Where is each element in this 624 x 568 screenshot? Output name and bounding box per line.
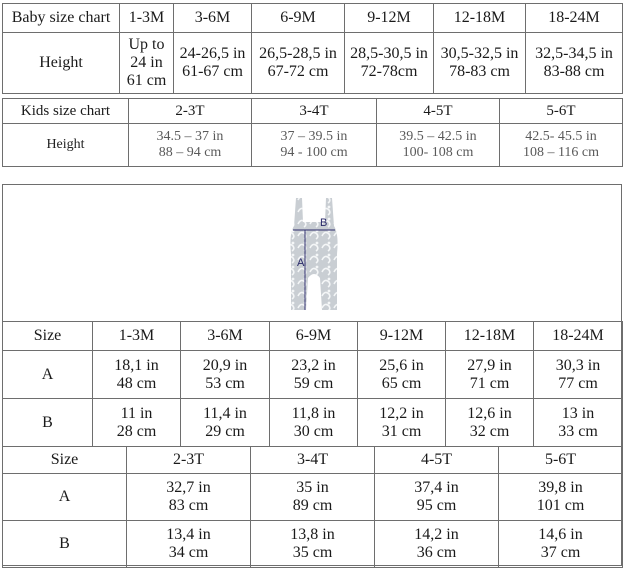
cell-line: 32,5-34,5 in — [535, 45, 613, 63]
header-cell: 12-18M — [434, 4, 526, 33]
cell-line: 11 in — [120, 404, 153, 422]
label-a: A — [297, 257, 305, 269]
cell-line: 18,1 in — [114, 356, 159, 374]
table-cell — [534, 399, 623, 447]
table-cell — [345, 33, 434, 94]
table-cell — [181, 351, 270, 399]
header-cell: 3-6M — [174, 4, 252, 33]
cell-line: 23,2 in — [291, 356, 336, 374]
table-row — [3, 399, 623, 447]
baby-height-table — [2, 3, 623, 94]
cell-line: 32 cm — [469, 422, 510, 440]
header-cell: 12-18M — [446, 322, 534, 351]
table-row — [3, 124, 623, 167]
row-label: A — [3, 474, 127, 521]
header-cell: 18-24M — [526, 4, 623, 33]
table-cell — [377, 124, 500, 167]
cell-line: 39.5 – 42.5 in — [399, 129, 477, 145]
table-row — [3, 33, 623, 94]
cell-line: 101 cm — [536, 497, 585, 514]
header-cell: 3-6M — [181, 322, 270, 351]
cell-line: 61 cm — [126, 71, 167, 89]
header-cell: 9-12M — [358, 322, 446, 351]
table-row — [3, 351, 623, 399]
cell-line: 71 cm — [469, 374, 510, 392]
table-row — [3, 474, 623, 521]
cell-line: 24 in — [130, 54, 163, 72]
table-header-row — [3, 4, 623, 33]
table-cell — [127, 521, 251, 568]
header-cell: 1-3M — [93, 322, 181, 351]
cell-line: 34 cm — [168, 544, 209, 561]
cell-line: 39,8 in — [538, 479, 583, 497]
row-label: Height — [3, 33, 120, 94]
table-cell — [270, 351, 358, 399]
row-label: B — [3, 521, 127, 568]
table-cell — [526, 33, 623, 94]
table-header-row — [3, 322, 623, 351]
header-cell: 1-3M — [120, 4, 174, 33]
table-cell — [129, 124, 252, 167]
header-cell: 4-5T — [375, 447, 499, 474]
header-cell: 2-3T — [129, 99, 252, 124]
cell-line: 12,2 in — [379, 404, 424, 422]
cell-line: 37 – 39.5 in — [280, 129, 348, 145]
cell-line: 13,8 in — [290, 526, 335, 544]
cell-line: 28,5-30,5 in — [350, 45, 428, 63]
table-cell — [499, 474, 623, 521]
cell-line: 25,6 in — [379, 356, 424, 374]
table-cell — [500, 124, 623, 167]
cell-line: 30,3 in — [555, 356, 601, 374]
cell-line: 65 cm — [381, 374, 422, 392]
cell-line: 12,6 in — [467, 404, 512, 422]
cell-line: 88 – 94 cm — [158, 145, 222, 160]
label-b: B — [320, 217, 328, 229]
table-cell — [446, 399, 534, 447]
header-cell: 6-9M — [252, 4, 345, 33]
table-cell — [358, 351, 446, 399]
cell-line: 72-78cm — [360, 63, 418, 80]
row-label: Height — [3, 124, 129, 167]
cell-line: 24-26,5 in — [179, 45, 246, 63]
header-cell: Baby size chart — [3, 4, 120, 33]
cell-line: 11,8 in — [291, 404, 336, 422]
cell-line: 27,9 in — [467, 356, 512, 374]
table-cell — [174, 33, 252, 94]
header-cell: 5-6T — [499, 447, 623, 474]
header-cell: Size — [3, 447, 127, 474]
cell-line: 32,7 in — [166, 479, 211, 497]
cell-line: 37 cm — [540, 544, 581, 561]
header-cell: Size — [3, 322, 93, 351]
header-cell: 6-9M — [270, 322, 358, 351]
cell-line: 14,6 in — [538, 526, 583, 544]
table-header-row — [3, 447, 623, 474]
header-cell: 4-5T — [377, 99, 500, 124]
cell-line: 89 cm — [292, 497, 333, 514]
table-cell — [375, 474, 499, 521]
cell-line: 61-67 cm — [182, 63, 243, 80]
table-cell — [499, 521, 623, 568]
cell-line: 33 cm — [558, 422, 598, 440]
kids-size-table — [2, 446, 623, 568]
cell-line: 67-72 cm — [267, 63, 329, 80]
kids-height-table — [2, 98, 623, 167]
cell-line: 37,4 in — [414, 479, 459, 497]
cell-line: 30 cm — [293, 422, 334, 440]
table-cell — [446, 351, 534, 399]
cell-line: 59 cm — [293, 374, 334, 392]
table-cell — [181, 399, 270, 447]
cell-line: 108 – 116 cm — [522, 145, 600, 160]
header-cell: 18-24M — [534, 322, 623, 351]
cell-line: 20,9 in — [202, 356, 248, 374]
table-cell — [434, 33, 526, 94]
cell-line: 34.5 – 37 in — [156, 129, 224, 145]
cell-line: Up to — [128, 36, 165, 54]
table-cell — [251, 474, 375, 521]
cell-line: 29 cm — [205, 422, 245, 440]
cell-line: 42.5- 45.5 in — [525, 129, 597, 145]
header-cell: 2-3T — [127, 447, 251, 474]
header-cell: 9-12M — [345, 4, 434, 33]
cell-line: 36 cm — [416, 544, 457, 561]
cell-line: 94 - 100 cm — [280, 145, 348, 160]
table-cell — [375, 521, 499, 568]
cell-line: 83 cm — [168, 497, 209, 514]
table-cell — [252, 33, 345, 94]
cell-line: 13 in — [561, 404, 595, 422]
cell-line: 78-83 cm — [449, 63, 510, 80]
table-cell — [358, 399, 446, 447]
cell-line: 100- 108 cm — [402, 145, 474, 160]
cell-line: 35 cm — [292, 544, 333, 561]
cell-line: 77 cm — [558, 374, 598, 392]
header-cell: Kids size chart — [3, 99, 129, 124]
cell-line: 28 cm — [116, 422, 157, 440]
cell-line: 83-88 cm — [543, 63, 605, 80]
romper-pattern — [290, 198, 337, 310]
table-cell — [127, 474, 251, 521]
cell-line: 11,4 in — [203, 404, 247, 422]
header-cell: 3-4T — [251, 447, 375, 474]
row-label: A — [3, 351, 93, 399]
table-cell — [270, 399, 358, 447]
table-cell — [93, 351, 181, 399]
header-cell: 3-4T — [252, 99, 377, 124]
table-cell — [251, 521, 375, 568]
cell-line: 30,5-32,5 in — [440, 45, 519, 63]
cell-line: 26,5-28,5 in — [259, 45, 337, 63]
table-row — [3, 521, 623, 568]
table-cell — [252, 124, 377, 167]
cell-line: 35 in — [296, 479, 329, 497]
table-cell — [120, 33, 174, 94]
cell-line: 14,2 in — [414, 526, 459, 544]
baby-size-table — [2, 321, 623, 447]
cell-line: 53 cm — [205, 374, 245, 392]
table-cell — [93, 399, 181, 447]
romper-figure — [284, 192, 344, 316]
header-cell: 5-6T — [500, 99, 623, 124]
table-header-row — [3, 99, 623, 124]
cell-line: 95 cm — [416, 497, 457, 514]
cell-line: 48 cm — [116, 374, 157, 392]
cell-line: 13,4 in — [166, 526, 211, 544]
row-label: B — [3, 399, 93, 447]
cell-line: 31 cm — [381, 422, 422, 440]
table-cell — [534, 351, 623, 399]
